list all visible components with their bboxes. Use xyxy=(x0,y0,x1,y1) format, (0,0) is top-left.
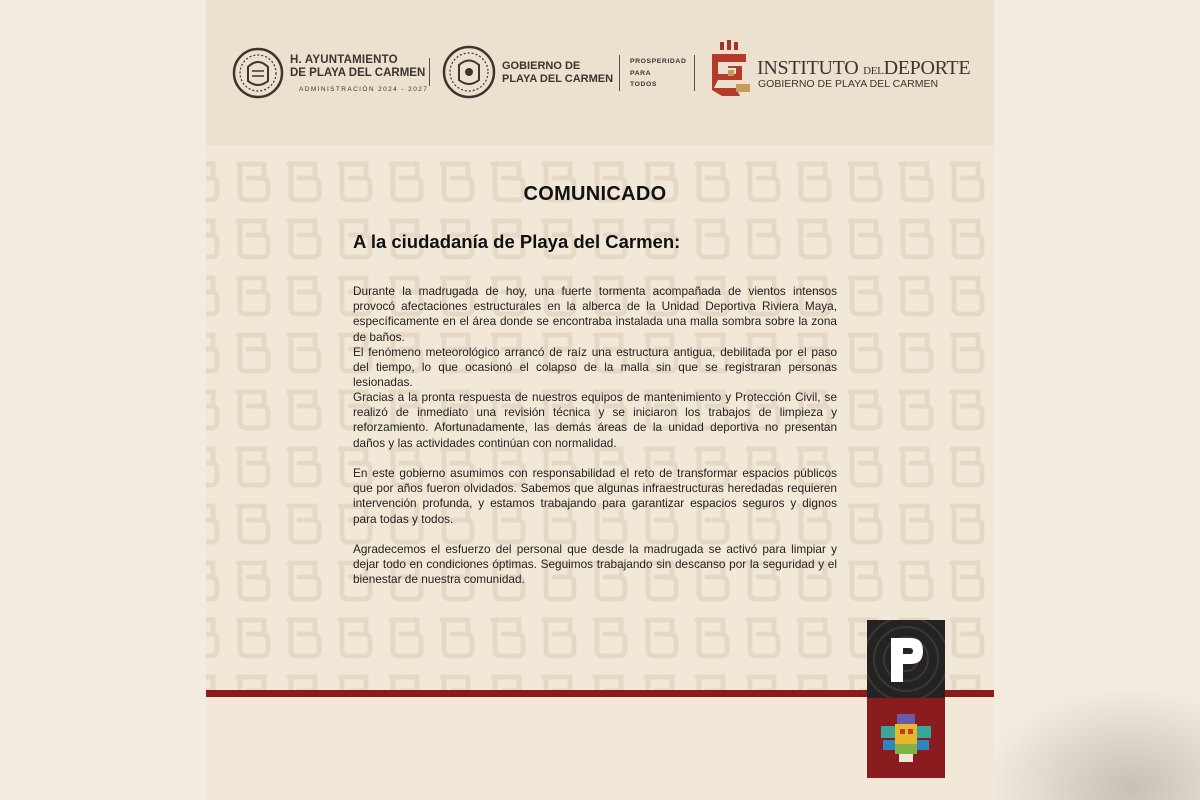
brand-box xyxy=(867,620,945,698)
document-heading: COMUNICADO xyxy=(523,183,667,205)
greeting: A la ciudadanía de Playa del Carmen: xyxy=(353,231,681,252)
instituto-title xyxy=(757,57,970,80)
lema-line: TODOS xyxy=(630,81,658,88)
paragraph: Gracias a la pronta respuesta de nuestros equipos de mantenimiento y Protección Civil, se realizó de inmediato una revisión técnica y se iniciaron los trabajos de limpieza y reforzamiento. Afortunadamente, las demás áreas de la unidad deportiva no presentan daños y las actividades continúan con normalidad. xyxy=(353,390,837,450)
header-logos xyxy=(206,40,994,110)
gobierno-title: GOBIERNO DE xyxy=(502,60,581,72)
header-divider xyxy=(619,55,620,91)
p-brand-icon xyxy=(867,620,945,698)
mascot-box xyxy=(867,698,945,778)
lema-line: PROSPERIDAD xyxy=(630,58,687,65)
communique-poster xyxy=(206,0,994,800)
background-shadow xyxy=(970,680,1200,800)
paragraph: En este gobierno asumimos con responsabilidad el reto de transformar espacios públicos que por años fueron olvidados. Sabemos que algunas infraestructuras heredadas requieren intervención profunda, y estamos trabajando para garantizar espacios seguros y dignos para todas y todos. xyxy=(353,466,837,526)
administracion-label: ADMINISTRACIÓN 2024 - 2027 xyxy=(299,86,429,93)
paragraph: Agradecemos el esfuerzo del personal que desde la madrugada se activó para limpiar y dejar todo en condiciones óptimas. Seguimos trabajando sin descanso por la seguridad y el bienestar de nuestra comunidad. xyxy=(353,542,837,587)
instituto-deporte-logo-icon xyxy=(706,40,754,102)
ayuntamiento-title: H. AYUNTAMIENTO xyxy=(290,54,398,66)
instituto-del: DEL xyxy=(863,65,884,77)
lema-line: PARA xyxy=(630,70,652,77)
paragraph: Durante la madrugada de hoy, una fuerte tormenta acompañada de vientos intensos provocó afectaciones estructurales en la alberca de la Unidad Deportiva Riviera Maya, específicamente en el área donde se encontraba instalada una malla sombra sobre la zona de baños. xyxy=(353,284,837,344)
paragraph: El fenómeno meteorológico arrancó de raíz una estructura antigua, debilitada por el paso del tiempo, lo que ocasionó el colapso de la malla sin que se registraran personas lesionadas. xyxy=(353,345,837,390)
gobierno-seal-icon xyxy=(442,45,496,99)
gobierno-subtitle: PLAYA DEL CARMEN xyxy=(502,73,614,85)
instituto-subtitle: GOBIERNO DE PLAYA DEL CARMEN xyxy=(758,78,939,90)
instituto-main: INSTITUTO xyxy=(757,57,859,79)
ayuntamiento-seal-icon xyxy=(232,47,284,99)
ayuntamiento-subtitle: DE PLAYA DEL CARMEN xyxy=(290,67,426,79)
instituto-deporte: DEPORTE xyxy=(883,57,971,79)
header-divider xyxy=(429,58,430,86)
mosaic-mascot-icon xyxy=(867,698,945,778)
header-divider xyxy=(694,55,695,91)
